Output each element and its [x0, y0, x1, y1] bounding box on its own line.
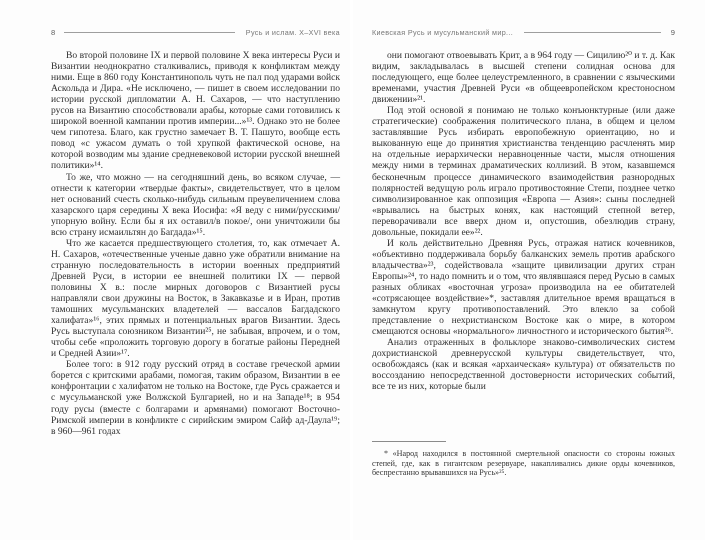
- running-head-left: [51, 25, 340, 40]
- paragraph: И коль действительно Древняя Русь, отражая натиск кочевников, «объективно поддерживала борьбу балканских земель против арабского владычества»²³, содействовала «защите цивилизации других стран Европы»²⁴, то надо помнить и о том, что являвшаяся перед Русью в самых разных обликах «восточная угроза» производила на ее обитателей «сотрясающее воздействие»*, заставляя длительное время вращаться в замкнутом кругу противопоставлений. Это влекло за собой представление о нехристианском Востоке как о мире, в котором смещаются основы «нормального» личностного и исторического бытия²⁶.: [372, 237, 675, 338]
- running-head-right: [372, 25, 675, 40]
- running-head-rule-right: [524, 32, 661, 33]
- paragraph: То же, что можно — на сегодняшний день, во всяком случае, — отнести к категории «твердые факты», свидетельствует, что в целом нет оснований счесть сколько-нибудь сильным преувеличением слова хазарского царя середины X века Иосифа: «Я веду с ними/русскими/упорную войну. Если бы я их оставил/в покое/, они уничтожили бы всю страну исмаильтян до Багдада»¹⁵.: [51, 171, 340, 238]
- right-page-body: [372, 50, 675, 392]
- footnote-separator-rule: [372, 441, 446, 442]
- running-head-title-left: Русь и ислам. X–XVI века: [245, 28, 340, 37]
- folio-left: 8: [51, 28, 56, 37]
- footnote-zone: [372, 441, 675, 478]
- paragraph: Анализ отраженных в фольклоре знаково-символических систем дохристианской древнерусской культуры свидетельствует, что, освобождаясь (как и всякая «архаическая» культура) от обязательств по воссозданию непосредственной достоверности исторических событий, все те из них, которые были: [372, 337, 675, 393]
- paragraph: Что же касается предшествующего столетия, то, как отмечает А. Н. Сахаров, «отечественные ученые давно уже обратили внимание на странную последовательность в истории военных предприятий Древней Руси, в истории ее внешней политики IX — первой половины X в.: после мирных договоров с Византией русы направляли свои дружины на Восток, в Закавказье и в Иран, против тамошних мусульманских владетелей — вассалов Багдадского халифата»¹⁶, этих прямых и потенциальных врагов Византии. Здесь Русь выступала союзником Византии²⁵, не забывая, впрочем, и о том, чтобы себе «проложить торговую дорогу в богатые районы Передней и Средней Азии»¹⁷.: [51, 237, 340, 360]
- running-head-title-right: Киевская Русь и мусульманский мир...: [372, 28, 514, 37]
- paragraph: они помогают отвоевывать Крит, а в 964 году — Сицилию²⁰ и т. д. Как видим, закладывалась в высшей степени солидная основа для последующего, еще более целеустремленного, в сравнении с языческими временами, участия Древней Руси «в общеевропейском крестоносном движении»²¹.: [372, 50, 675, 106]
- folio-right: 9: [670, 28, 675, 37]
- paragraph: Под этой основой я понимаю не только конъюнктурные (или даже стратегические) соображения политического плана, в общем и целом заставлявшие Русь избирать европобежную ориентацию, но и выкованную еще до принятия христианства тенденцию расчленять мир на отдельные иерархически неравноценные части, мысля отношения между ними в терминах драматических коллизий. В этом, казавшемся бесконечным процессе динамического взаимодействия разнородных полярностей ведущую роль играло противостояние Степи, позднее четко символизированное как оппозиция «Европа — Азия»: сыны последней «врывались на быстрых конях, как настоящий степной ветер, переворачивали все вверх дном и, опустошив, обезлюдив страну, довольные, покидали ее»²².: [372, 105, 675, 238]
- paragraph: Более того: в 912 году русский отряд в составе греческой армии борется с критскими арабами, помогая, таким образом, Византии в ее конфронтации с халифатом не только на Востоке, где Русь сражается и с мусульманской уже Волжской Булгарией, но и на Западе¹⁸; в 954 году русы (вместе с болгарами и армянами) помогают Восточно-Римской империи в конфликте с сирийским эмиром Сайф ад-Даула¹⁹; в 960—961 годах: [51, 359, 340, 437]
- left-page-body: [51, 50, 340, 437]
- footnote-text: * «Народ находился в постоянной смертельной опасности со стороны южных степей, где, как в гигантском резервуаре, накапливались дикие орды кочевников, беспрестанно врывавшихся на Русь»²⁵.: [372, 449, 675, 478]
- running-head-rule-left: [64, 32, 235, 33]
- right-page: [353, 0, 705, 540]
- paragraph: Во второй половине IX и первой половине X века интересы Руси и Византии неоднократно сталкивались, приводя к конфликтам между ними. Еще в 860 году Константинополь чуть не пал под ударами войск Аскольда и Дира. «Не исключено, — пишет в своем исследовании по истории русской дипломатии А. Н. Сахаров, — что наступлению русов на Византию способствовали арабы, которые сами готовились к широкой военной кампании против империи...»¹³. Однако это не более чем гипотеза. Благо, как грустно замечает В. Т. Пашуто, вообще есть повод «с ужасом думать о той хрупкой фактической основе, на которой возводим мы здание средневековой истории русской внешней политики»¹⁴.: [51, 50, 340, 172]
